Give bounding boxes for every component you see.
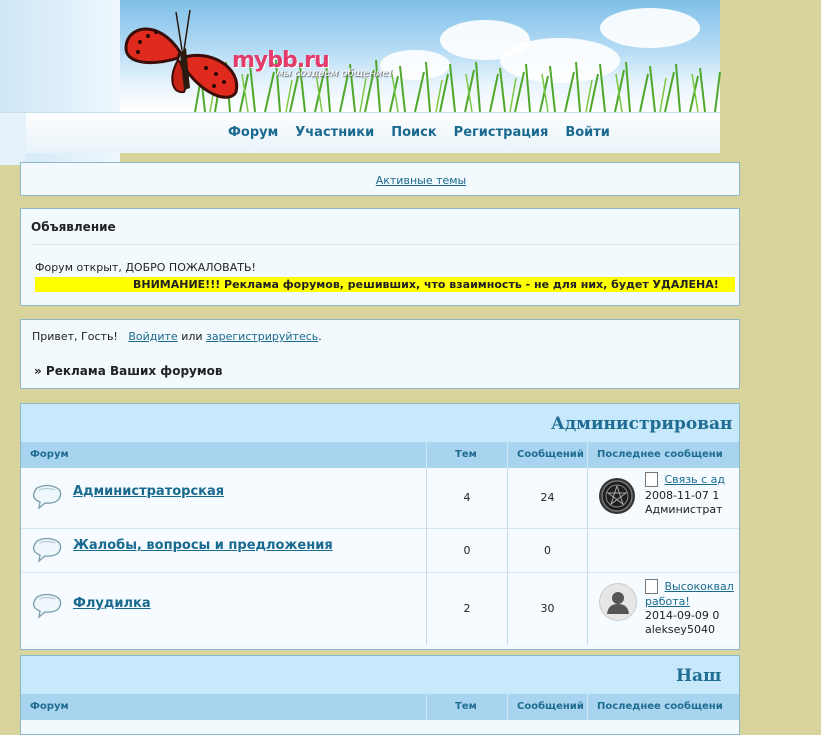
site-logo[interactable]: mybb.ru: [232, 48, 329, 73]
col-last-post: Последнее сообщени: [597, 701, 723, 712]
col-posts: Сообщений: [517, 449, 584, 460]
last-post-link-cont[interactable]: работа!: [645, 595, 690, 608]
post-count: 24: [540, 491, 555, 504]
breadcrumb: » Реклама Ваших форумов: [34, 364, 223, 378]
active-topics-link[interactable]: Активные темы: [375, 174, 467, 187]
last-post-user: Администрат: [645, 503, 723, 516]
post-count: 30: [540, 602, 555, 615]
forum-bubble-icon: [31, 593, 63, 619]
nav-register[interactable]: Регистрация: [453, 125, 549, 140]
forum-link[interactable]: Жалобы, вопросы и предложения: [73, 538, 333, 553]
forum-bubble-icon: [31, 484, 63, 510]
or-text: или: [181, 330, 203, 343]
col-last-post: Последнее сообщени: [597, 449, 723, 460]
col-topics: Тем: [455, 449, 477, 460]
col-forum: Форум: [30, 701, 69, 712]
butterfly-logo-icon: [118, 8, 248, 100]
post-count: 0: [544, 544, 551, 557]
forum-row: [21, 468, 739, 529]
forum-row: [21, 529, 739, 573]
col-posts: Сообщений: [517, 701, 584, 712]
nav-login[interactable]: Войти: [565, 125, 610, 140]
login-link[interactable]: Войдите: [128, 330, 178, 343]
topic-count: 2: [463, 602, 471, 615]
nav-users[interactable]: Участники: [295, 125, 375, 140]
announcement-title: Объявление: [31, 220, 116, 234]
site-tagline: мы создаем общение!: [276, 68, 393, 79]
post-doc-icon: [645, 579, 658, 594]
forum-section-admin: [20, 403, 740, 650]
post-doc-icon: [645, 472, 658, 487]
site-header: [0, 0, 720, 112]
col-topics: Тем: [455, 701, 477, 712]
topic-count: 4: [463, 491, 471, 504]
forum-section-ours: [20, 655, 740, 735]
announcement-text: Форум открыт, ДОБРО ПОЖАЛОВАТЬ!: [35, 261, 256, 274]
greeting-text: Привет, Гость!: [32, 330, 118, 343]
forum-link[interactable]: Администраторская: [73, 484, 225, 499]
forum-row: [21, 573, 739, 645]
section-title: Наш: [676, 666, 722, 686]
forum-link[interactable]: Флудилка: [73, 596, 151, 611]
col-forum: Форум: [30, 449, 69, 460]
announcement-warning: ВНИМАНИЕ!!! Реклама форумов, решивших, что взаимность - не для них, будет УДАЛЕНА!: [35, 277, 735, 292]
last-post-date: 2008-11-07 1: [645, 489, 720, 502]
nav-search[interactable]: Поиск: [391, 125, 437, 140]
welcome-box: Привет, Гость! Войдите или зарегистрируйтесь. » Реклама Ваших форумов: [20, 319, 740, 389]
default-user-icon: [600, 584, 636, 620]
announcement-box: [20, 208, 740, 306]
forum-table-header: [21, 694, 739, 720]
last-post-link[interactable]: Связь с ад: [664, 472, 725, 486]
user-avatar[interactable]: [599, 478, 635, 514]
forum-bubble-icon: [31, 537, 63, 563]
active-topics-box: [20, 162, 740, 196]
section-title: Администрирован: [551, 414, 733, 434]
main-navigation: [0, 112, 720, 153]
register-link[interactable]: зарегистрируйтесь: [206, 330, 319, 343]
last-post-link[interactable]: Высококвал: [664, 579, 734, 593]
topic-count: 0: [463, 544, 471, 557]
nav-forum[interactable]: Форум: [228, 125, 279, 140]
last-post-user: aleksey5040: [645, 623, 715, 636]
forum-table-header: [21, 442, 739, 468]
user-avatar[interactable]: [599, 583, 637, 621]
last-post-date: 2014-09-09 0: [645, 609, 720, 622]
pentagram-icon: [599, 478, 635, 514]
